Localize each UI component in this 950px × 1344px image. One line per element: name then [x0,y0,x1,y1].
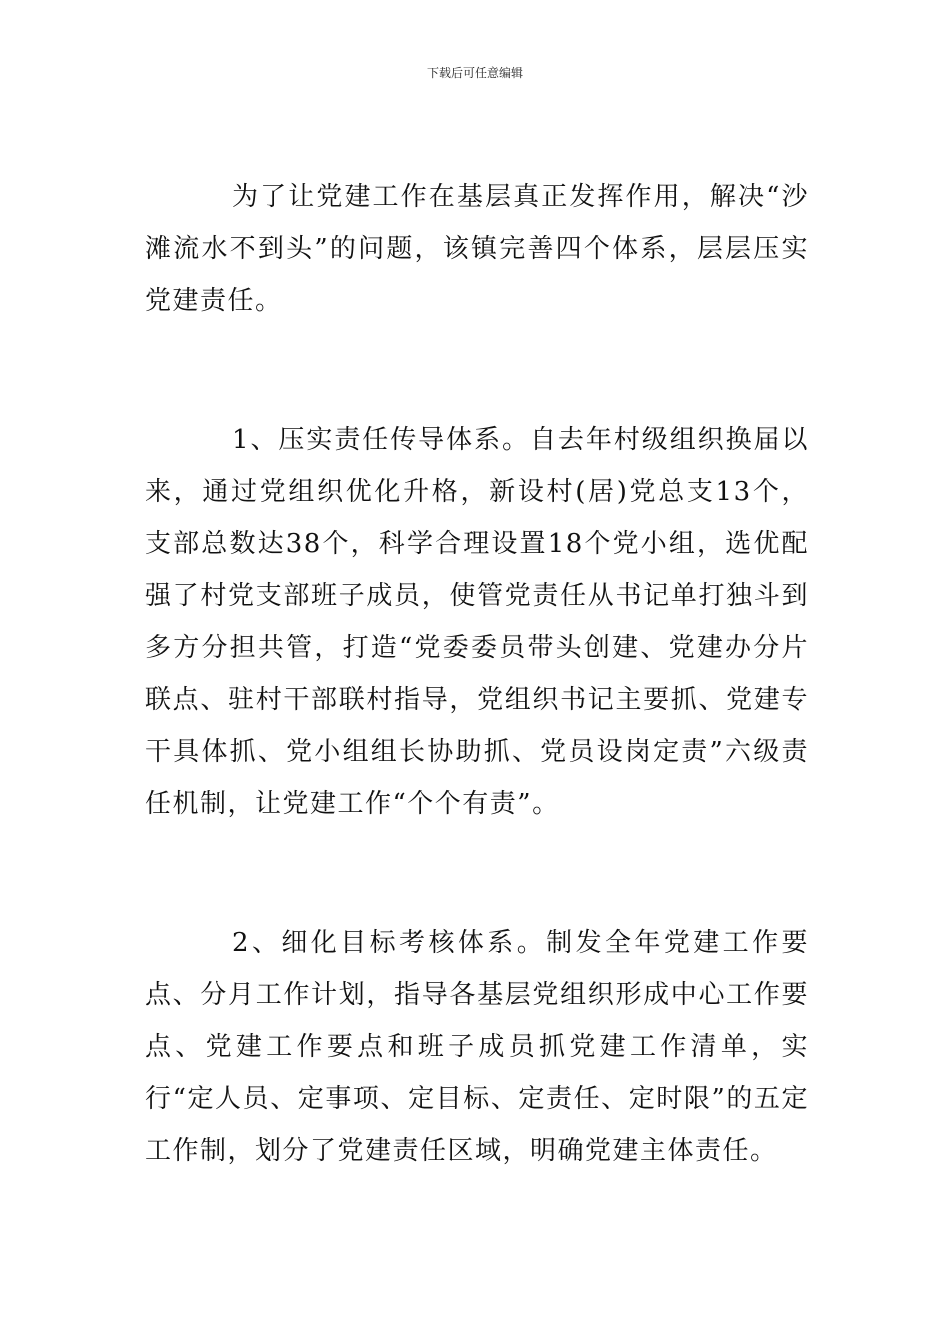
header-note: 下载后可任意编辑 [426,66,523,80]
paragraph-intro: 为了让党建工作在基层真正发挥作用，解决“沙滩流水不到头”的问题，该镇完善四个体系，层层压实党建责任。 [145,182,809,316]
paragraph-assessment-system: 2、细化目标考核体系。制发全年党建工作要点、分月工作计划，指导各基层党组织形成中心工作要点、党建工作要点和班子成员抓党建工作清单，实行“定人员、定事项、定目标、定责任、定时限”的五定工作制，划分了党建责任区域，明确党建主体责任。 [145,928,809,1166]
paragraph-responsibility-system: 1、压实责任传导体系。自去年村级组织换届以来，通过党组织优化升格，新设村(居)党总支13个，支部总数达38个，科学合理设置18个党小组，选优配强了村党支部班子成员，使管党责任从书记单打独斗到多方分担共管，打造“党委委员带头创建、党建办分片联点、驻村干部联村指导，党组织书记主要抓、党建专干具体抓、党小组组长协助抓、党员设岗定责”六级责任机制，让党建工作“个个有责”。 [145,425,809,819]
